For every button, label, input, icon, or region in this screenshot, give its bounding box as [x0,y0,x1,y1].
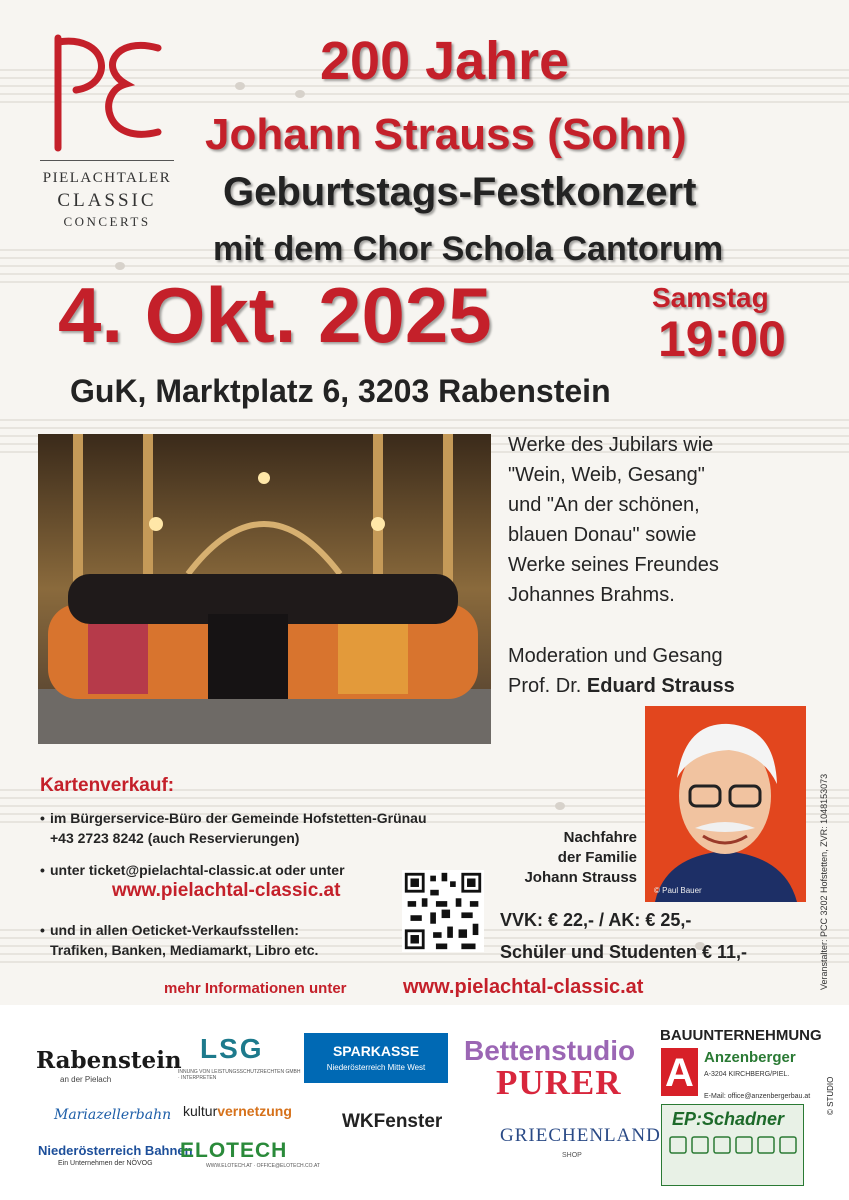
program-line: blauen Donau" sowie [508,524,697,546]
headline-title: 200 Jahre [320,31,570,91]
ticket-item-line: +43 2723 8242 (auch Reservierungen) [50,830,300,846]
event-date: 4. Okt. 2025 [58,271,492,359]
program-line: Werke des Jubilars wie [508,434,714,456]
more-info-url-link[interactable]: www.pielachtal-classic.at [403,976,644,998]
headline-composer: Johann Strauss (Sohn) [205,110,687,159]
moderation-text [508,641,828,701]
sponsor-bettenstudio: Bettenstudio [464,1035,636,1066]
sponsor-wkfenster: WKFenster [342,1111,443,1132]
more-info-label: mehr Informationen unter [164,980,347,997]
qr-code-icon[interactable] [402,870,484,952]
headline-choir: mit dem Chor Schola Cantorum [213,230,724,268]
photo-credit: © Paul Bauer [654,886,702,895]
caption-line: Johann Strauss [524,869,637,886]
choir-photo [38,434,491,744]
sponsor-rabenstein-sub: an der Pielach [60,1075,112,1084]
moderation-line2 [508,671,828,701]
sponsor-lsg-sub: INNUNG VON LEISTUNGSSCHUTZRECHTEN GMBH · INTERPRETEN [178,1069,301,1081]
organizer-note: Veranstalter: PCC 3202 Hofstetten, ZVR: 1048153073 [819,773,829,990]
caption-line: Nachfahre [563,829,637,846]
headline-concert: Geburtstags-Festkonzert [223,170,697,214]
logo-divider [40,160,174,161]
sponsor-ep-name: EP:Schadner [672,1109,785,1129]
sponsor-anzenberger: Anzenberger [704,1049,796,1066]
sponsor-anzenberger-email: E-Mail: office@anzenbergerbau.at [704,1093,811,1100]
caption-line: der Familie [557,849,637,866]
program-line: und "An der schönen, [508,494,700,516]
program-line: "Wein, Weib, Gesang" [508,464,705,486]
event-time: 19:00 [658,311,786,367]
program-line: Werke seines Freundes [508,554,719,576]
sponsor-bau-heading: BAUUNTERNEHMUNG [660,1027,822,1044]
ticket-item-buergerservice [50,808,510,848]
sponsor-sparkasse-sub: Niederösterreich Mitte West [326,1063,426,1072]
appliance-icons [668,1135,798,1157]
sponsor-bar [0,1005,849,1200]
logo-text-line1: PIELACHTALER [42,170,172,186]
sponsor-sparkasse [304,1033,448,1083]
logo-text-line2: CLASSIC [57,190,157,211]
kultur-part: kultur [183,1103,218,1119]
logo-text-line3: CONCERTS [63,214,151,229]
ticket-item-oeticket [50,920,410,960]
ticket-item-line: • im Bürgerservice-Büro der Gemeinde Hofstetten-Grünau [50,810,427,826]
sponsor-studio: © STUDIO [826,1076,835,1115]
program-text [508,430,818,610]
program-line: Johannes Brahms. [508,584,675,606]
price-regular: VVK: € 22,- / AK: € 25,- [500,910,692,930]
sponsor-mariazellerbahn: Mariazellerbahn [54,1107,172,1123]
sponsor-sparkasse-name: SPARKASSE [332,1043,420,1059]
sponsor-elotech: ELOTECH [180,1139,288,1162]
moderator-name: Eduard Strauss [586,675,735,697]
event-weekday: Samstag [652,282,769,313]
moderation-title: Prof. Dr. [508,675,587,697]
moderation-line1: Moderation und Gesang [508,645,723,667]
sponsor-rabenstein: Rabenstein [36,1047,182,1074]
sponsor-griechenland-sub: SHOP [562,1152,582,1159]
sponsor-lsg: LSG [200,1033,264,1064]
anzenberger-logo-icon: A [661,1048,698,1096]
vernetzung-part: vernetzung [217,1103,292,1119]
sponsor-noe-sub: Ein Unternehmen der NÖVOG [58,1160,153,1167]
price-student: Schüler und Studenten € 11,- [500,942,748,962]
sponsor-ep-schadner [661,1104,804,1186]
sponsor-noe-bahnen: Niederösterreich Bahnen [38,1143,193,1158]
ticket-item-line: Trafiken, Banken, Mediamarkt, Libro etc. [50,942,319,958]
event-venue: GuK, Marktplatz 6, 3203 Rabenstein [70,373,611,409]
ticket-item-line: • und in allen Oeticket-Verkaufsstellen: [50,922,299,938]
sponsor-elotech-sub: WWW.ELOTECH.AT · OFFICE@ELOTECH.CO.AT [206,1163,320,1169]
pcc-logo-icon [38,28,178,158]
ticket-item-email: • unter ticket@pielachtal-classic.at oder unter [50,860,410,880]
sponsor-purer: PURER [496,1063,622,1102]
eduard-strauss-portrait [645,706,806,902]
ticket-url-link[interactable]: www.pielachtal-classic.at [112,880,341,901]
sponsor-kulturvernetzung [183,1103,292,1119]
sponsor-griechenland: GRIECHENLAND [500,1125,661,1146]
ticket-heading: Kartenverkauf: [40,775,175,796]
sponsor-anzenberger-address: A-3204 KIRCHBERG/PIEL. [704,1071,790,1078]
